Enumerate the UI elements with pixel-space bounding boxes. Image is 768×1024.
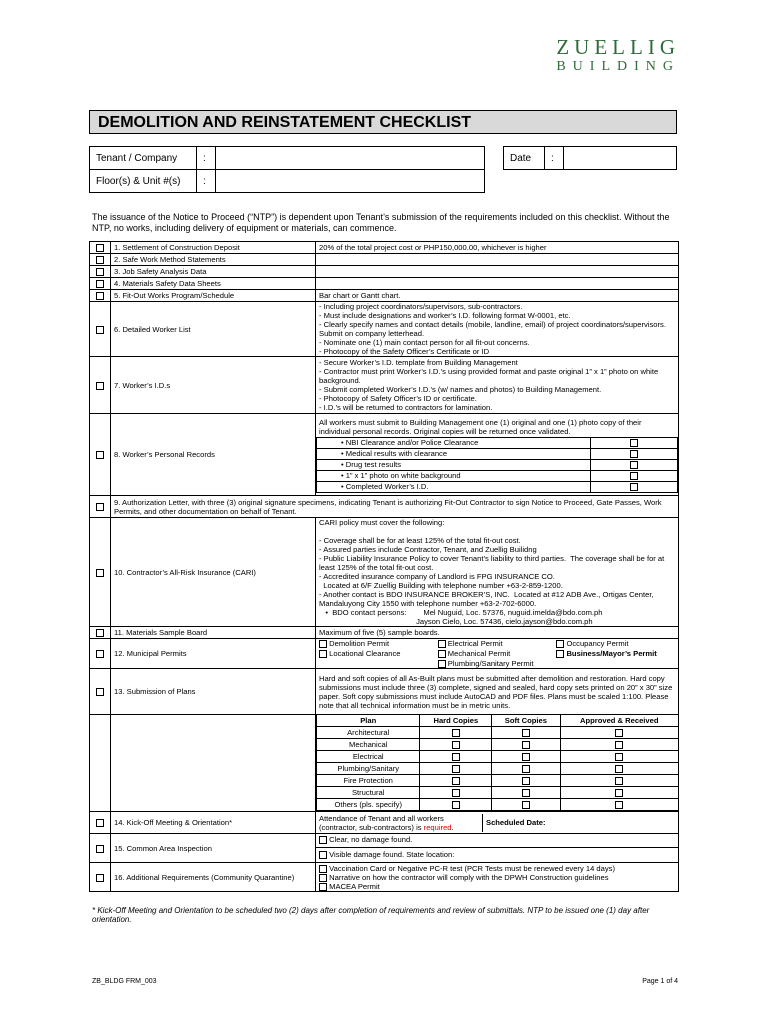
item-12-permits: Demolition Permit Electrical Permit Occupancy Permit Locational Clearance Mechanical Permit Business/Mayor’s Permit Plumbing/Sanitary Permit (316, 639, 679, 669)
item-14: 14. Kick-Off Meeting & Orientation* (111, 812, 316, 834)
item-12: 12. Municipal Permits (111, 639, 316, 669)
colon: : (197, 170, 216, 193)
checkbox[interactable] (438, 650, 446, 658)
checkbox[interactable] (615, 741, 623, 749)
item-15-desc: Clear, no damage found. Visible damage found. State location: (316, 834, 679, 863)
checkbox[interactable] (630, 450, 638, 458)
colon: : (197, 147, 216, 170)
checkbox[interactable] (452, 777, 460, 785)
checkbox[interactable] (96, 688, 104, 696)
tenant-info-table (89, 146, 485, 193)
item-15: 15. Common Area Inspection (111, 834, 316, 863)
checkbox[interactable] (96, 569, 104, 577)
item-1: 1. Settlement of Construction Deposit (111, 242, 316, 254)
checkbox[interactable] (96, 503, 104, 511)
tenant-label: Tenant / Company (90, 147, 197, 170)
checkbox[interactable] (630, 461, 638, 469)
checkbox[interactable] (615, 801, 623, 809)
checkbox[interactable] (522, 801, 530, 809)
checklist-table (89, 241, 679, 892)
item-11: 11. Materials Sample Board (111, 627, 316, 639)
checkbox[interactable] (96, 326, 104, 334)
floor-field[interactable] (216, 170, 485, 193)
item-13: 13. Submission of Plans (111, 669, 316, 715)
item-4: 4. Materials Safety Data Sheets (111, 278, 316, 290)
item-6: 6. Detailed Worker List (111, 302, 316, 357)
checkbox[interactable] (319, 650, 327, 658)
checkbox[interactable] (630, 483, 638, 491)
page-number: Page 1 of 4 (642, 978, 678, 985)
checkbox[interactable] (522, 729, 530, 737)
checkbox[interactable] (522, 741, 530, 749)
logo-line1: ZUELLIG (556, 35, 680, 59)
checkbox[interactable] (96, 845, 104, 853)
date-field[interactable] (564, 147, 677, 170)
colon: : (545, 147, 564, 170)
item-1-desc: 20% of the total project cost or PHP150,000.00, whichever is higher (316, 242, 679, 254)
checkbox[interactable] (319, 836, 327, 844)
checkbox[interactable] (556, 640, 564, 648)
tenant-field[interactable] (216, 147, 485, 170)
checkbox[interactable] (319, 883, 327, 891)
footnote: * Kick-Off Meeting and Orientation to be scheduled two (2) days after completion of requirements and review of submittals. NTP to be issued one (1) day after orientation. (92, 906, 650, 924)
item-7: 7. Worker’s I.D.s (111, 357, 316, 414)
checkbox[interactable] (452, 753, 460, 761)
checkbox[interactable] (452, 765, 460, 773)
checkbox[interactable] (452, 801, 460, 809)
item-9: 9. Authorization Letter, with three (3) original signature specimens, indicating Tenant is authorizing Fit-Out Contractor to sign Notice to Proceed, Gate Passes, Work Permits, and other documentation on behalf of Tenant. (111, 496, 679, 518)
item-16: 16. Additional Requirements (Community Quarantine) (111, 863, 316, 892)
checkbox[interactable] (96, 874, 104, 882)
checkbox[interactable] (630, 439, 638, 447)
checkbox[interactable] (630, 472, 638, 480)
logo (556, 36, 680, 76)
checkbox[interactable] (452, 729, 460, 737)
checkbox[interactable] (319, 640, 327, 648)
checkbox[interactable] (452, 741, 460, 749)
item-2: 2. Safe Work Method Statements (111, 254, 316, 266)
form-code: ZB_BLDG FRM_003 (92, 978, 157, 985)
checkbox[interactable] (438, 640, 446, 648)
item-3: 3. Job Safety Analysis Data (111, 266, 316, 278)
checkbox[interactable] (615, 729, 623, 737)
item-16-desc: Vaccination Card or Negative PC-R test (PCR Tests must be renewed every 14 days) Narrative on how the contractor will comply with the DPWH Construction guidelines MACEA Permit (316, 863, 679, 892)
checkbox[interactable] (522, 753, 530, 761)
item-10-desc: CARI policy must cover the following: - Coverage shall be for at least 125% of the total fit-out cost. - Assured parties include Contractor, Tenant, and Zuellig Builidng - Public Liability Insurance Policy to cover Tenant’s liability to third parties. The coverage shall be for at least 125% of the total fit-out cost. - Accredited insurance company of Landlord is FPG INSURANCE CO. Located at 6/F Zuellig Building with telephone number +63-2-859-1200. - Another contact is BDO INSURANCE BROKER’S, INC. Located at #12 ADB Ave., Ortigas Center, Mandaluyong City 1550 with telephone number +63-2-702-6000. • BDO contact persons: Mel Nuguid, Loc. 57376, nuguid.imelda@bdo.com.ph Jayson Cielo, Loc. 57436, cielo.jayson@bdo.com.ph (316, 518, 679, 627)
item-6-desc: - Including project coordinators/supervisors, sub-contractors. - Must include designations and worker’s I.D. following format W-0001, etc. - Clearly specify names and contact details (mobile, landline, email) of project coordinators/supervisors. Submit on company letterhead. - Nominate one (1) main contact person for all fit-out concerns. - Photocopy of the Safety Officer’s Certificate or ID (316, 302, 679, 357)
checkbox[interactable] (452, 789, 460, 797)
date-label: Date (504, 147, 545, 170)
checkbox[interactable] (96, 819, 104, 827)
checkbox[interactable] (96, 629, 104, 637)
item-10: 10. Contractor’s All-Risk Insurance (CARI) (111, 518, 316, 627)
checkbox[interactable] (615, 765, 623, 773)
checkbox[interactable] (96, 292, 104, 300)
floor-label: Floor(s) & Unit #(s) (90, 170, 197, 193)
logo-line2: BUILDING (556, 59, 680, 74)
checkbox[interactable] (522, 765, 530, 773)
plans-table: Plan Hard Copies Soft Copies Approved & Received Architectural Mechanical Electrical Plumbing/Sanitary Fire Protection Structural Others (pls. specify) (316, 715, 679, 812)
checkbox[interactable] (615, 789, 623, 797)
checkbox[interactable] (615, 753, 623, 761)
document-title: DEMOLITION AND REINSTATEMENT CHECKLIST (89, 110, 677, 134)
item-5: 5. Fit-Out Works Program/Schedule (111, 290, 316, 302)
item-11-desc: Maximum of five (5) sample boards. (316, 627, 679, 639)
intro-text: The issuance of the Notice to Proceed (“NTP”) is dependent upon Tenant’s submission of the requirements included on this checklist. Without the NTP, no works, including delivery of equipment or materials, can commence. (92, 212, 670, 233)
checkbox[interactable] (438, 660, 446, 668)
checkbox[interactable] (96, 268, 104, 276)
checkbox[interactable] (556, 650, 564, 658)
checkbox[interactable] (319, 865, 327, 873)
date-table (503, 146, 677, 170)
checkbox[interactable] (96, 650, 104, 658)
item-7-desc: - Secure Worker’s I.D. template from Building Management - Contractor must print Worker’s I.D.’s using provided format and paste original 1” x 1” photo on white background. - Submit completed Worker’s I.D.’s (w/ names and photos) to Building Management. - Photocopy of Safety Officer’s ID or certificate. - I.D.’s will be returned to contractors for lamination. (316, 357, 679, 414)
checkbox[interactable] (522, 777, 530, 785)
item-5-desc: Bar chart or Gantt chart. (316, 290, 679, 302)
checkbox[interactable] (96, 244, 104, 252)
checkbox[interactable] (96, 256, 104, 264)
item-8-desc: All workers must submit to Building Management one (1) original and one (1) photo copy of their individual personal records. Original copies will be returned once validated. • NBI Clearance and/or Police Clearance • Medical results with clearance • Drug test results • 1” x 1” photo on white background • Completed Worker’s I.D. (316, 414, 679, 496)
checkbox[interactable] (615, 777, 623, 785)
item-8: 8. Worker’s Personal Records (111, 414, 316, 496)
item-14-desc: Attendance of Tenant and all workers (contractor, sub-contractors) is required. Scheduled Date: (316, 812, 679, 834)
checkbox[interactable] (319, 874, 327, 882)
checkbox[interactable] (319, 851, 327, 859)
checkbox[interactable] (96, 451, 104, 459)
checkbox[interactable] (96, 280, 104, 288)
checkbox[interactable] (96, 382, 104, 390)
checkbox[interactable] (522, 789, 530, 797)
item-13-desc: Hard and soft copies of all As-Built plans must be submitted after demolition and restoration. Hard copy submissions must include three (3) complete, signed and sealed, hard copy sets printed on 20” x 30” size paper. Soft copy submissions must include AutoCAD and PDF files. Plans must be scaled 1:100. Please note that all technical information must be in metric units. (316, 669, 679, 715)
